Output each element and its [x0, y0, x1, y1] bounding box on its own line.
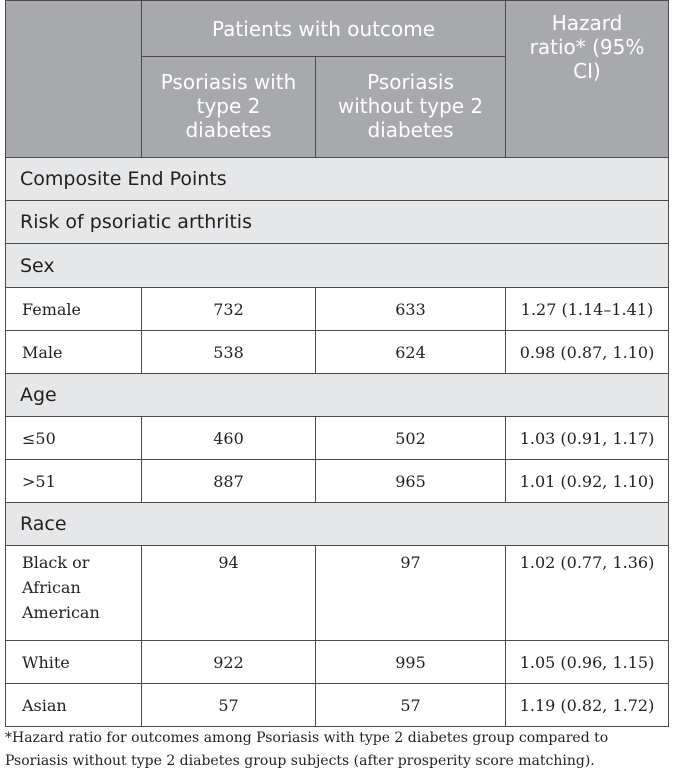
- without-t2d-value: 965: [316, 460, 506, 503]
- patients-with-outcome-header: Patients with outcome: [142, 1, 506, 57]
- with-t2d-value: 57: [142, 684, 316, 727]
- table-row: [6, 331, 669, 374]
- section-row: [6, 503, 669, 546]
- without-t2d-header-text: Psoriasis without type 2 diabetes: [337, 70, 484, 142]
- without-t2d-value: 57: [316, 684, 506, 727]
- table-row: [6, 288, 669, 331]
- hazard-ratio-value: 1.27 (1.14–1.41): [506, 288, 669, 331]
- row-label-text: Black or African American: [22, 553, 100, 622]
- row-label: White: [6, 641, 142, 684]
- hazard-ratio-value: 1.01 (0.92, 1.10): [506, 460, 669, 503]
- section-row: [6, 374, 669, 417]
- without-t2d-value: 624: [316, 331, 506, 374]
- table-row: [6, 417, 669, 460]
- with-t2d-value: 922: [142, 641, 316, 684]
- hazard-ratio-header-text: Hazard ratio* (95% CI): [529, 11, 645, 83]
- header-corner-cell: [6, 1, 142, 158]
- hazard-ratio-value: 1.19 (0.82, 1.72): [506, 684, 669, 727]
- section-row: [6, 158, 669, 201]
- without-t2d-value: 97: [316, 546, 506, 641]
- table-row: [6, 684, 669, 727]
- row-label: >51: [6, 460, 142, 503]
- without-t2d-value: 633: [316, 288, 506, 331]
- with-t2d-header-text: Psoriasis with type 2 diabetes: [160, 70, 297, 142]
- section-risk-psoriatic-arthritis: Risk of psoriatic arthritis: [6, 201, 669, 244]
- header-row-1: [6, 1, 669, 57]
- with-t2d-header: [142, 57, 316, 158]
- row-label: Asian: [6, 684, 142, 727]
- row-label: Male: [6, 331, 142, 374]
- with-t2d-value: 538: [142, 331, 316, 374]
- hazard-ratio-value: 0.98 (0.87, 1.10): [506, 331, 669, 374]
- hazard-ratio-value: 1.02 (0.77, 1.36): [506, 546, 669, 641]
- table-footnote: *Hazard ratio for outcomes among Psoriasis with type 2 diabetes group compared to Psoriasis without type 2 diabetes group subjects (after prosperity score matching).: [5, 730, 609, 769]
- row-label: [6, 546, 142, 641]
- section-row: [6, 244, 669, 288]
- section-age: Age: [6, 374, 669, 417]
- hazard-ratio-value: 1.03 (0.91, 1.17): [506, 417, 669, 460]
- outcomes-table: [5, 0, 669, 727]
- section-composite-end-points: Composite End Points: [6, 158, 669, 201]
- without-t2d-value: 502: [316, 417, 506, 460]
- with-t2d-value: 460: [142, 417, 316, 460]
- without-t2d-value: 995: [316, 641, 506, 684]
- section-sex: Sex: [6, 244, 669, 288]
- without-t2d-header: [316, 57, 506, 158]
- section-race: Race: [6, 503, 669, 546]
- hazard-ratio-value: 1.05 (0.96, 1.15): [506, 641, 669, 684]
- section-row: [6, 201, 669, 244]
- with-t2d-value: 887: [142, 460, 316, 503]
- table-row: [6, 546, 669, 641]
- with-t2d-value: 94: [142, 546, 316, 641]
- with-t2d-value: 732: [142, 288, 316, 331]
- hazard-ratio-header: [506, 1, 669, 158]
- row-label: Female: [6, 288, 142, 331]
- table-row: [6, 460, 669, 503]
- row-label: ≤50: [6, 417, 142, 460]
- table-row: [6, 641, 669, 684]
